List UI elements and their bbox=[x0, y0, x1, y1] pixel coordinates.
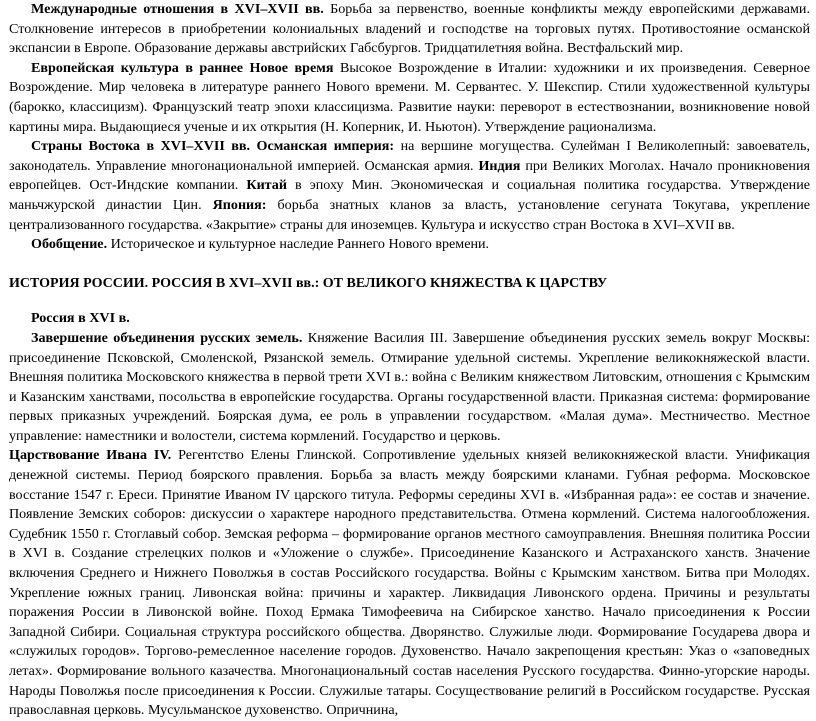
paragraph-title: Царствование Ивана IV. bbox=[9, 447, 172, 464]
paragraph-text: в эпоху Мин. Экономическая и социальная политика государства. Утверждение маньчжурской династии Цин. bbox=[9, 177, 810, 213]
paragraph-text: Высокое Возрождение в Италии: художники и их произведения. Северное Возрождение. Мир человека в литературе раннего Нового времени. М. Сервантес. У. Шекспир. Стили художественной культуры (барокко, классицизм). Французский театр эпохи классицизма. Развитие науки: переворот в естествознании, возникновение новой картины мира. Выдающиеся ученые и их открытия (Н. Коперник, И. Ньютон). Утверждение рационализма. bbox=[9, 59, 810, 135]
paragraph-international-relations bbox=[9, 0, 810, 59]
paragraph-text: Историческое и культурное наследие Раннего Нового времени. bbox=[107, 236, 490, 253]
paragraph-title: Страны Востока в XVI–XVII вв. Османская империя: bbox=[31, 138, 395, 155]
paragraph-text: при Великих Моголах. Начало проникновения европейцев. Ост-Индские компании. bbox=[9, 157, 810, 194]
paragraph-text: Регентство Елены Глинской. Сопротивление удельных князей великокняжеской власти. Унификация денежной системы. Период боярского правления. Борьба за власть между боярскими кланами. Губная реформа. Московское восстание 1547 г. Ереси. Принятие Иваном IV царского титула. Реформы середины XVI в. «Избранная рада»: ее состав и значение. Появление Земских соборов: дискуссии о характере народного представительства. Отмена кормлений. Система налогообложения. Судебник 1550 г. Стоглавый собор. Земская реформа – формирование органов местного самоуправления. Внешняя политика России в XVI в. Создание стрелецких полков и «Уложение о службе». Присоединение Казанского и Астраханского ханств. Значение включения Среднего и Нижнего Поволжья в состав Российского государства. Войны с Крымским ханством. Битва при Молодях. Укрепление южных границ. Ливонская война: причины и характер. Ликвидация Ливонского ордена. Причины и результаты поражения России в Ливонской войне. Поход Ермака Тимофеевича на Сибирское ханство. Начало присоединения к России Западной Сибири. Социальная структура российского общества. Дворянство. Служилые люди. Формирование Государева двора и «служилых городов». Торгово-ремесленное население городов. Духовенство. Начало закрепощения крестьян: Указ о «заповедных летах». Формирование вольного казачества. Многонациональный состав населения Русского государства. Финно-угорские народы. Народы Поволжья после присоединения к России. Служилые татары. Сосуществование религий в Российском государстве. Русская православная церковь. Мусульманское духовенство. Опричнина, bbox=[9, 447, 810, 719]
paragraph-european-culture bbox=[9, 59, 810, 137]
term-china: Китай bbox=[246, 177, 287, 194]
paragraph-title: Международные отношения в XVI–XVII вв. bbox=[31, 1, 324, 17]
paragraph-text: на вершине могущества. Сулейман I Великолепный: завоеватель, законодатель. Управление многонациональной империей. Османская армия. bbox=[9, 138, 810, 174]
paragraph-text: борьба знатных кланов за власть, установление сегуната Токугава, укрепление централизованного государства. «Закрытие» страны для иноземцев. Культура и искусство стран Востока в XVI–XVII вв. bbox=[9, 196, 810, 233]
paragraph-ivan-iv bbox=[9, 446, 810, 720]
paragraph-text: Княжение Василия III. Завершение объединения русских земель вокруг Москвы: присоединение Псковской, Смоленской, Рязанской земель. Отмирание удельной системы. Укрепление великокняжеской власти. Внешняя политика Московского княжества в первой трети XVI в.: война с Великим княжеством Литовским, отношения с Крымским и Казанским ханствами, посольства в европейские государства. Органы государственной власти. Приказная система: формирование первых приказных учреждений. Боярская дума, ее роль в управлении государством. «Малая дума». Местничество. Местное управление: наместники и волостели, система кормлений. Государство и церковь. bbox=[9, 329, 811, 444]
paragraph-text: Борьба за первенство, военные конфликты между европейскими державами. Столкновение интересов в приобретении колониальных владений и господстве на торговых путях. Противостояние османской экспансии в Европе. Образование державы австрийских Габсбургов. Тридцатилетняя война. Вестфальский мир. bbox=[9, 1, 810, 57]
section-heading: ИСТОРИЯ РОССИИ. РОССИЯ В XVI–XVII вв.: ОТ ВЕЛИКОГО КНЯЖЕСТВА К ЦАРСТВУ bbox=[9, 275, 608, 291]
term-india: Индия bbox=[478, 157, 521, 174]
term-japan: Япония: bbox=[212, 196, 267, 213]
paragraph-summary bbox=[9, 235, 810, 255]
paragraph-title: Завершение объединения русских земель. bbox=[31, 329, 303, 346]
paragraph-title: Обобщение. bbox=[31, 236, 108, 253]
paragraph-title: Европейская культура в раннее Новое время bbox=[31, 59, 334, 76]
subsection-heading: Россия в XVI в. bbox=[31, 310, 130, 327]
paragraph-eastern-countries bbox=[9, 137, 810, 235]
paragraph-unification bbox=[9, 329, 810, 447]
